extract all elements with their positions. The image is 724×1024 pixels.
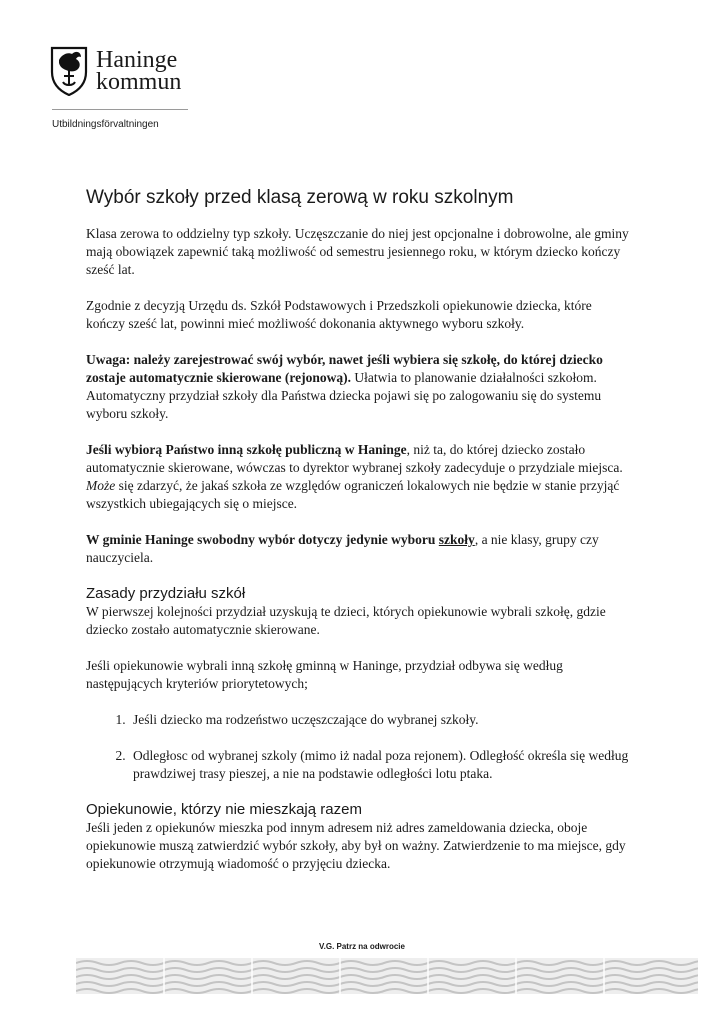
free-choice-rest: , a nie klasy, grupy czy nauczyciela. bbox=[86, 532, 599, 565]
document-body bbox=[86, 225, 631, 891]
other-school-rest2: się zdarzyć, że jakaś szkoła ze względów ograniczeń lokalowych nie będzie w stanie przyjąć wszystkich ubiegających się o miejsce. bbox=[86, 478, 620, 511]
allocation-paragraph-1: W pierwszej kolejności przydział uzyskują te dzieci, których opiekunowie wybrali szkołę, gdzie dziecko zostało automatycznie skierowane. bbox=[86, 604, 606, 637]
free-choice-bold: W gminie Haninge swobodny wybór dotyczy jedynie wyboru bbox=[86, 532, 439, 547]
intro-paragraph: Klasa zerowa to oddzielny typ szkoły. Uczęszczanie do niej jest opcjonalne i dobrowolne, ale gminy mają obowiązek zapewnić taką możliwość od semestru jesiennego roku, w którym dziecko kończy sześć lat. bbox=[86, 226, 629, 277]
page-title: Wybór szkoły przed klasą zerową w roku szkolnym bbox=[86, 187, 514, 208]
list-item: 1. Jeśli dziecko ma rodzeństwo uczęszczające do wybranej szkoły. bbox=[129, 711, 631, 729]
logo-line1: Haninge bbox=[96, 47, 178, 73]
free-choice-paragraph bbox=[86, 531, 631, 567]
note-paragraph bbox=[86, 351, 631, 423]
guardians-paragraph: Jeśli jeden z opiekunów mieszka pod innym adresem niż adres zameldowania dziecka, oboje opiekunowie muszą zatwierdzić wybór szkoły, aby był on ważny. Zatwierdzenie to ma miejsce, gdy opiekunowie otrzymują wiadomość o przyjęciu dziecka. bbox=[86, 820, 626, 871]
other-school-rest1: , niż ta, do której dziecko zostało automatycznie skierowane, wówczas to dyrektor wybranej szkoły zadecyduje o przydziale miejsca. bbox=[86, 442, 623, 475]
header-divider bbox=[52, 109, 188, 110]
other-school-paragraph bbox=[86, 441, 631, 513]
haninge-logo bbox=[50, 46, 190, 98]
section-heading-guardians: Opiekunowie, którzy nie mieszkają razem bbox=[86, 801, 362, 818]
note-rest: Ułatwia to planowanie działalności szkołom. Automatyczny przydział szkoły dla Państwa dziecka pojawi się po zalogowaniu się do systemu wyboru szkoły. bbox=[86, 370, 602, 421]
allocation-paragraph-2: Jeśli opiekunowie wybrali inną szkołę gminną w Haninge, przydział odbywa się według następujących kryteriów priorytetowych; bbox=[86, 658, 563, 691]
decision-paragraph: Zgodnie z decyzją Urzędu ds. Szkół Podstawowych i Przedszkoli opiekunowie dziecka, które kończy sześć lat, powinni mieć możliwość dokonania aktywnego wyboru szkoły. bbox=[86, 298, 592, 331]
list-item: 2. Odległosc od wybranej szkoly (mimo iż nadal poza rejonem). Odległość określa się według prawdziwej trasy pieszej, a nie na podstawie odległości lotu ptaka. bbox=[129, 747, 631, 783]
priority-criteria-list bbox=[86, 711, 631, 783]
other-school-italic: Może bbox=[86, 478, 116, 493]
logo-line2: kommun bbox=[96, 69, 182, 95]
free-choice-underlined: szkoły bbox=[438, 532, 475, 547]
decorative-wave-band bbox=[76, 958, 698, 994]
other-school-bold: Jeśli wybiorą Państwo inną szkołę publiczną w Haninge bbox=[86, 442, 407, 457]
coat-of-arms-icon bbox=[50, 46, 88, 96]
logo-wordmark bbox=[96, 49, 181, 93]
department-name: Utbildningsförvaltningen bbox=[52, 119, 159, 130]
footer-note: V.G. Patrz na odwrocie bbox=[319, 942, 405, 951]
note-bold: Uwaga: należy zarejestrować swój wybór, nawet jeśli wybiera się szkołę, do której dziecko zostaje automatycznie skierowane (rejonową). bbox=[86, 352, 603, 385]
section-heading-allocation: Zasady przydziału szkół bbox=[86, 585, 246, 602]
